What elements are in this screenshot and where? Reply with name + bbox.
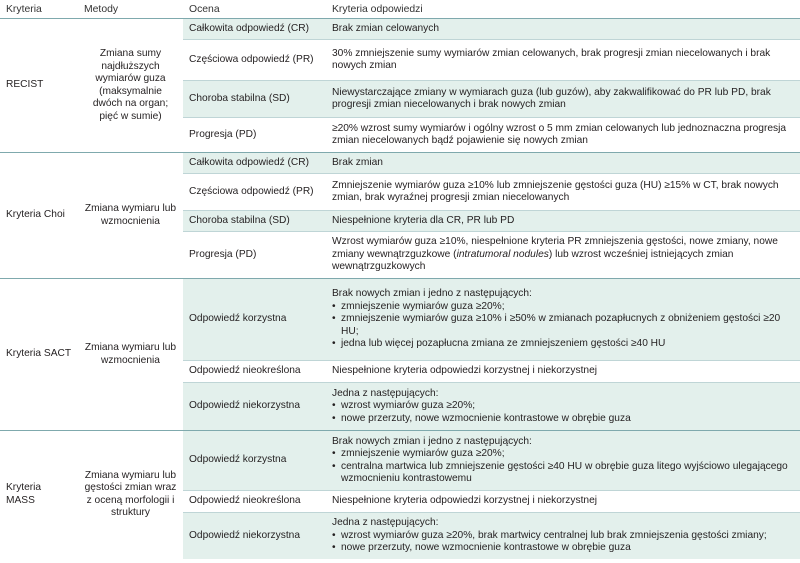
criteria-intro: Jedna z następujących: — [332, 517, 439, 528]
group-method-recist: Zmiana sumy najdłuższych wymiarów guza (maksymalnie dwóch na organ; pięć w sumie) — [78, 19, 183, 153]
group-name-choi: Kryteria Choi — [0, 153, 78, 279]
criteria-bullet: • centralna martwica lub zmniejszenie gęstości ≥40 HU w obrębie guza litego wyjściowo ulegającego wzmocnieniu kontrastowemu — [332, 461, 794, 486]
criteria-bullet: • zmniejszenie wymiarów guza ≥20%; — [332, 301, 794, 314]
header-kryteria: Kryteria — [0, 0, 78, 19]
group-method-mass: Zmiana wymiaru lub gęstości zmian wraz z oceną morfologii i struktury — [84, 469, 177, 519]
header-ocena: Ocena — [183, 0, 326, 19]
group-method-choi: Zmiana wymiaru lub wzmocnienia — [78, 153, 183, 279]
criteria-cell — [326, 383, 800, 431]
criteria-list — [332, 448, 794, 486]
criteria-list — [332, 400, 794, 425]
criteria-intro: Jedna z następujących: — [332, 387, 439, 399]
ocena-cell: Odpowiedź korzystna — [183, 279, 326, 361]
criteria-bullet: • zmniejszenie wymiarów guza ≥20%; — [332, 448, 794, 461]
criteria-cell: Niespełnione kryteria dla CR, PR lub PD — [326, 211, 800, 232]
ocena-cell: Częściowa odpowiedź (PR) — [183, 174, 326, 211]
ocena-cell: Odpowiedź niekorzystna — [183, 383, 326, 431]
criteria-bullet: • zmniejszenie wymiarów guza ≥10% i ≥50% w zmianach pozapłucnych z obniżeniem gęstości ≥20 HU; — [332, 313, 794, 338]
ocena-cell: Częściowa odpowiedź (PR) — [183, 40, 326, 81]
criteria-cell: Niespełnione kryteria odpowiedzi korzystnej i niekorzystnej — [326, 361, 800, 383]
criteria-cell — [326, 431, 800, 491]
ocena-cell: Odpowiedź niekorzystna — [183, 513, 326, 559]
ocena-cell: Choroba stabilna (SD) — [183, 81, 326, 118]
criteria-cell: Niewystarczające zmiany w wymiarach guza (lub guzów), aby zakwalifikować do PR lub PD, brak progresji zmian niecelowanych i brak nowych zmian — [326, 81, 800, 118]
criteria-text: Wzrost wymiarów guza ≥10%, niespełnione kryteria PR zmniejszenia gęstości, nowe zmiany, nowe zmiany wewnątrzguzkowe ( — [332, 236, 778, 260]
criteria-cell — [326, 279, 800, 361]
group-name-sact: Kryteria SACT — [0, 279, 78, 431]
criteria-bullet: • wzrost wymiarów guza ≥20%; — [332, 400, 794, 413]
criteria-intro: Brak nowych zmian i jedno z następujących: — [332, 435, 532, 447]
ocena-cell: Progresja (PD) — [183, 232, 326, 279]
ocena-cell: Choroba stabilna (SD) — [183, 211, 326, 232]
table-row — [0, 19, 800, 40]
criteria-intro: Brak nowych zmian i jedno z następujących: — [332, 288, 532, 300]
criteria-cell: Brak zmian — [326, 153, 800, 174]
criteria-cell: 30% zmniejszenie sumy wymiarów zmian celowanych, brak progresji zmian niecelowanych i brak nowych zmian — [326, 40, 800, 81]
criteria-list — [332, 301, 794, 351]
ocena-cell: Odpowiedź nieokreślona — [183, 491, 326, 513]
group-method-sact: Zmiana wymiaru lub wzmocnienia — [78, 279, 183, 431]
table-row — [0, 431, 800, 491]
criteria-text: ) lub wzrost wcześniej istniejących zmian wewnątrzguzkowych — [332, 248, 734, 273]
ocena-cell: Odpowiedź nieokreślona — [183, 361, 326, 383]
table-row — [0, 279, 800, 361]
criteria-cell — [326, 513, 800, 559]
table-row — [0, 153, 800, 174]
header-metody: Metody — [78, 0, 183, 19]
criteria-bullet: • nowe przerzuty, nowe wzmocnienie kontrastowe w obrębie guza — [332, 413, 794, 426]
criteria-cell: Brak zmian celowanych — [326, 19, 800, 40]
ocena-cell: Progresja (PD) — [183, 118, 326, 153]
ocena-cell: Całkowita odpowiedź (CR) — [183, 153, 326, 174]
criteria-cell: Niespełnione kryteria odpowiedzi korzystnej i niekorzystnej — [326, 491, 800, 513]
header-kryteria-odpowiedzi: Kryteria odpowiedzi — [326, 0, 800, 19]
table-header-row — [0, 0, 800, 19]
criteria-cell: Zmniejszenie wymiarów guza ≥10% lub zmniejszenie gęstości guza (HU) ≥15% w CT, brak nowych zmian, brak wyraźnej progresji zmian niecelowanych — [326, 174, 800, 211]
criteria-bullet: • nowe przerzuty, nowe wzmocnienie kontrastowe w obrębie guza — [332, 542, 794, 555]
criteria-bullet: • wzrost wymiarów guza ≥20%, brak martwicy centralnej lub brak zmniejszenia gęstości zmiany; — [332, 530, 794, 543]
criteria-cell: ≥20% wzrost sumy wymiarów i ogólny wzrost o 5 mm zmian celowanych lub jednoznaczna progresja zmian niecelowanych bądź pojawienie się nowych zmian — [326, 118, 800, 153]
criteria-cell — [326, 232, 800, 279]
criteria-list — [332, 530, 794, 555]
criteria-bullet: • jedna lub więcej pozapłucna zmiana ze zmniejszeniem gęstości ≥40 HU — [332, 338, 794, 351]
group-name-mass: Kryteria MASS — [6, 482, 42, 506]
ocena-cell: Odpowiedź korzystna — [183, 431, 326, 491]
ocena-cell: Całkowita odpowiedź (CR) — [183, 19, 326, 40]
criteria-italic-term: intratumoral nodules — [456, 248, 549, 260]
group-name-recist: RECIST — [0, 19, 78, 153]
